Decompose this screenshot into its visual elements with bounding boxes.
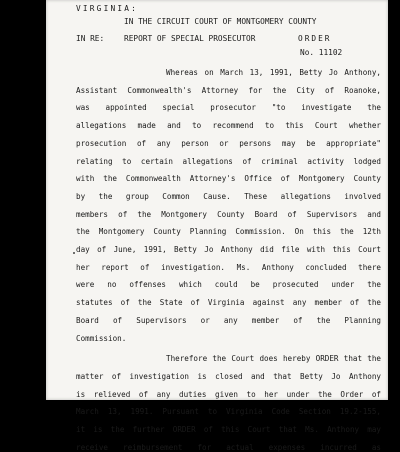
body-line: the Montgomery County Planning Commission. On this the 12th [76, 227, 381, 237]
body-line: March 13, 1991. Pursuant to Virginia Code Section 19.2-155, [76, 407, 381, 417]
body-line: Board of Supervisors or any member of the Planning [76, 315, 381, 325]
body-line: prosecution of any person or persons may be appropriate" [76, 138, 381, 148]
body-line: Whereas on March 13, 1991, Betty Jo Anthony, [166, 68, 381, 77]
body-line: matter of investigation is closed and that Betty Jo Anthony [76, 371, 381, 381]
order-number: No. 11102 [300, 48, 343, 57]
body-line: statutes of the State of Virginia against any member of the [76, 298, 381, 308]
body-line: by the group Common Cause. These allegations involved [76, 191, 381, 201]
body-line: members of the Montgomery County Board of Supervisors and [76, 209, 381, 219]
body-line: Commission. [76, 333, 127, 343]
body-line: was appointed special prosecutor "to investigate the [76, 103, 381, 113]
body-line: Assistant Commonwealth's Attorney for the City of Roanoke, [76, 85, 381, 95]
body-line: day of June, 1991, Betty Jo Anthony did file with this Court [76, 245, 381, 254]
state-heading: VIRGINIA: [76, 4, 139, 13]
body-line: is relieved of any duties given to her under the Order of [76, 389, 381, 399]
body-line: allegations made and to recommend to this Court whether [76, 121, 381, 131]
body-line: were no offenses which could be prosecuted under the [76, 280, 381, 290]
body-line: relating to certain allegations of criminal activity lodged [76, 156, 381, 166]
in-re-label: IN RE: [76, 34, 105, 43]
body-line: receive reimbursement for actual expenses incurred as [76, 442, 381, 452]
case-caption: REPORT OF SPECIAL PROSECUTOR [124, 34, 256, 43]
scan-speck [73, 252, 75, 254]
court-line: IN THE CIRCUIT COURT OF MONTGOMERY COUNTY [124, 17, 317, 26]
document-page [46, 0, 388, 452]
body-line: Therefore the Court does hereby ORDER that the [166, 354, 381, 364]
body-line: her report of investigation. Ms. Anthony concluded there [76, 262, 381, 272]
body-line: with the Commonwealth Attorney's Office of Montgomery County [76, 174, 381, 184]
order-heading: ORDER [298, 34, 332, 43]
body-line: it is the further ORDER of this Court that Ms. Anthony may [76, 425, 381, 434]
